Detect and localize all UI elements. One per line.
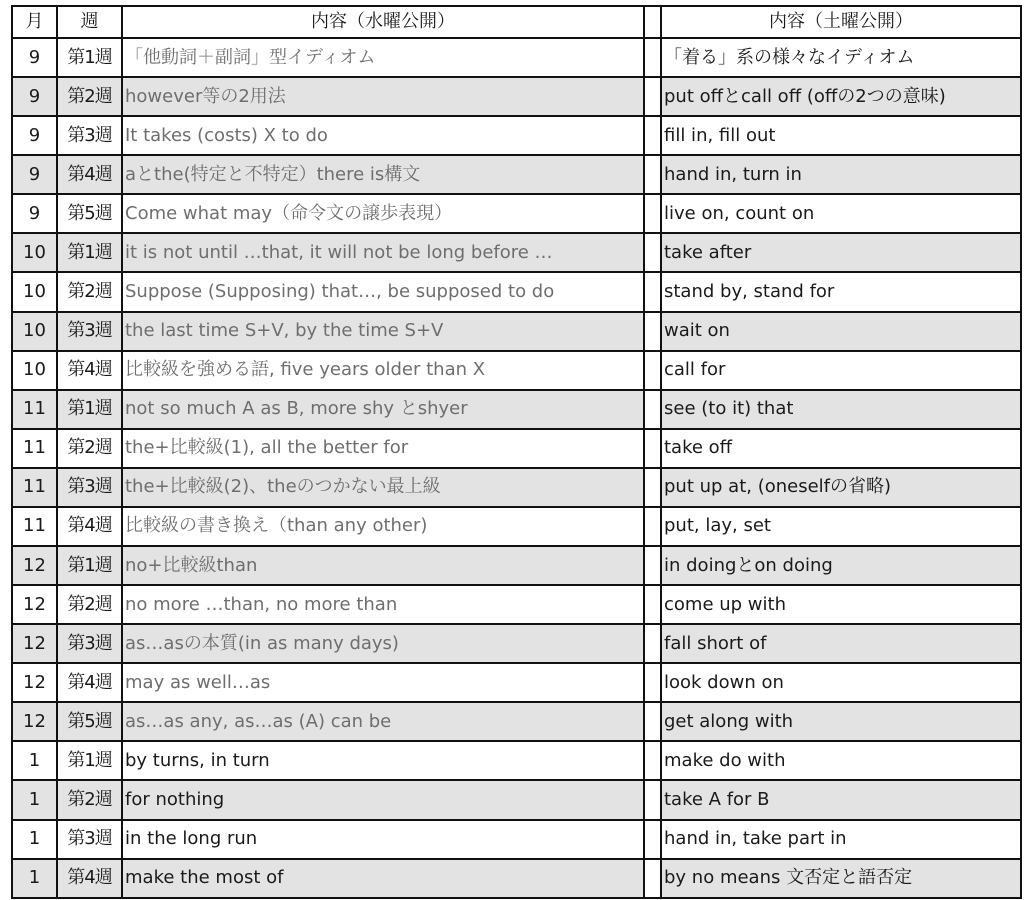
week-cell: 第1週	[57, 546, 122, 585]
week-cell: 第1週	[57, 741, 122, 780]
month-cell: 9	[12, 77, 57, 116]
month-header: 月	[12, 6, 57, 38]
table-row	[12, 390, 1021, 429]
week-cell: 第2週	[57, 585, 122, 624]
saturday-topic-cell: 「着る」系の様々なイディオム	[661, 38, 1021, 77]
saturday-topic-cell: by no means 文否定と語否定	[661, 859, 1021, 898]
table-row	[12, 820, 1021, 859]
column-separator	[644, 546, 661, 585]
saturday-topic-cell: hand in, take part in	[661, 820, 1021, 859]
column-separator	[644, 194, 661, 233]
wednesday-topic-cell: as…asの本質(in as many days)	[122, 624, 644, 663]
month-cell: 1	[12, 741, 57, 780]
wednesday-content-header: 内容（水曜公開）	[122, 6, 644, 38]
saturday-topic-cell: live on, count on	[661, 194, 1021, 233]
table-row	[12, 38, 1021, 77]
month-cell: 11	[12, 390, 57, 429]
saturday-topic-cell: take after	[661, 233, 1021, 272]
week-cell: 第2週	[57, 780, 122, 819]
saturday-topic-cell: put, lay, set	[661, 507, 1021, 546]
wednesday-topic-cell: for nothing	[122, 780, 644, 819]
saturday-topic-cell: fill in, fill out	[661, 116, 1021, 155]
table-row	[12, 272, 1021, 311]
wednesday-topic-cell: It takes (costs) X to do	[122, 116, 644, 155]
wednesday-topic-cell: no more …than, no more than	[122, 585, 644, 624]
week-cell: 第3週	[57, 820, 122, 859]
month-cell: 11	[12, 507, 57, 546]
month-cell: 12	[12, 546, 57, 585]
table-row	[12, 77, 1021, 116]
week-cell: 第4週	[57, 155, 122, 194]
table-row	[12, 624, 1021, 663]
wednesday-topic-cell: in the long run	[122, 820, 644, 859]
month-cell: 9	[12, 38, 57, 77]
month-cell: 12	[12, 702, 57, 741]
week-cell: 第1週	[57, 38, 122, 77]
saturday-topic-cell: take A for B	[661, 780, 1021, 819]
month-cell: 1	[12, 820, 57, 859]
wednesday-topic-cell: 比較級の書き換え（than any other)	[122, 507, 644, 546]
table-row	[12, 116, 1021, 155]
saturday-topic-cell: in doingとon doing	[661, 546, 1021, 585]
wednesday-topic-cell: Come what may（命令文の譲歩表現）	[122, 194, 644, 233]
week-cell: 第1週	[57, 390, 122, 429]
table-row	[12, 194, 1021, 233]
table-row	[12, 351, 1021, 390]
saturday-topic-cell: fall short of	[661, 624, 1021, 663]
saturday-topic-cell: call for	[661, 351, 1021, 390]
wednesday-topic-cell: make the most of	[122, 859, 644, 898]
column-separator	[644, 702, 661, 741]
week-cell: 第2週	[57, 77, 122, 116]
table-row	[12, 429, 1021, 468]
month-cell: 1	[12, 859, 57, 898]
week-cell: 第5週	[57, 702, 122, 741]
saturday-topic-cell: make do with	[661, 741, 1021, 780]
wednesday-topic-cell: 「他動詞＋副詞」型イディオム	[122, 38, 644, 77]
column-separator	[644, 6, 661, 38]
wednesday-topic-cell: not so much A as B, more shy とshyer	[122, 390, 644, 429]
wednesday-topic-cell: it is not until …that, it will not be long before …	[122, 233, 644, 272]
column-separator	[644, 38, 661, 77]
table-row	[12, 780, 1021, 819]
month-cell: 9	[12, 155, 57, 194]
header-row	[12, 6, 1021, 38]
column-separator	[644, 780, 661, 819]
saturday-topic-cell: take off	[661, 429, 1021, 468]
column-separator	[644, 859, 661, 898]
wednesday-topic-cell: the last time S+V, by the time S+V	[122, 312, 644, 351]
column-separator	[644, 77, 661, 116]
month-cell: 9	[12, 194, 57, 233]
column-separator	[644, 468, 661, 507]
column-separator	[644, 585, 661, 624]
table-row	[12, 233, 1021, 272]
wednesday-topic-cell: however等の2用法	[122, 77, 644, 116]
wednesday-topic-cell: as…as any, as…as (A) can be	[122, 702, 644, 741]
month-cell: 11	[12, 468, 57, 507]
column-separator	[644, 741, 661, 780]
saturday-topic-cell: put offとcall off (offの2つの意味)	[661, 77, 1021, 116]
wednesday-topic-cell: may as well…as	[122, 663, 644, 702]
column-separator	[644, 624, 661, 663]
week-cell: 第3週	[57, 312, 122, 351]
month-cell: 1	[12, 780, 57, 819]
column-separator	[644, 272, 661, 311]
wednesday-topic-cell: no+比較級than	[122, 546, 644, 585]
wednesday-topic-cell: by turns, in turn	[122, 741, 644, 780]
table-row	[12, 859, 1021, 898]
month-cell: 12	[12, 624, 57, 663]
week-cell: 第3週	[57, 116, 122, 155]
saturday-topic-cell: see (to it) that	[661, 390, 1021, 429]
column-separator	[644, 351, 661, 390]
week-cell: 第1週	[57, 233, 122, 272]
schedule-body	[12, 38, 1021, 898]
table-row	[12, 468, 1021, 507]
week-cell: 第2週	[57, 272, 122, 311]
column-separator	[644, 155, 661, 194]
wednesday-topic-cell: the+比較級(1), all the better for	[122, 429, 644, 468]
column-separator	[644, 116, 661, 155]
column-separator	[644, 820, 661, 859]
wednesday-topic-cell: aとthe(特定と不特定）there is構文	[122, 155, 644, 194]
table-row	[12, 507, 1021, 546]
month-cell: 12	[12, 585, 57, 624]
table-row	[12, 155, 1021, 194]
column-separator	[644, 507, 661, 546]
saturday-topic-cell: wait on	[661, 312, 1021, 351]
month-cell: 10	[12, 272, 57, 311]
week-cell: 第4週	[57, 507, 122, 546]
wednesday-topic-cell: Suppose (Supposing) that…, be supposed to do	[122, 272, 644, 311]
table-row	[12, 702, 1021, 741]
saturday-topic-cell: get along with	[661, 702, 1021, 741]
saturday-topic-cell: stand by, stand for	[661, 272, 1021, 311]
table-row	[12, 585, 1021, 624]
month-cell: 12	[12, 663, 57, 702]
saturday-topic-cell: put up at, (oneselfの省略)	[661, 468, 1021, 507]
saturday-topic-cell: come up with	[661, 585, 1021, 624]
week-cell: 第4週	[57, 663, 122, 702]
month-cell: 11	[12, 429, 57, 468]
week-cell: 第5週	[57, 194, 122, 233]
week-cell: 第4週	[57, 351, 122, 390]
table-row	[12, 741, 1021, 780]
month-cell: 9	[12, 116, 57, 155]
week-cell: 第3週	[57, 468, 122, 507]
saturday-content-header: 内容（土曜公開）	[661, 6, 1021, 38]
saturday-topic-cell: hand in, turn in	[661, 155, 1021, 194]
week-cell: 第4週	[57, 859, 122, 898]
table-row	[12, 663, 1021, 702]
wednesday-topic-cell: the+比較級(2)、theのつかない最上級	[122, 468, 644, 507]
column-separator	[644, 663, 661, 702]
month-cell: 10	[12, 233, 57, 272]
week-header: 週	[57, 6, 122, 38]
saturday-topic-cell: look down on	[661, 663, 1021, 702]
wednesday-topic-cell: 比較級を強める語, five years older than X	[122, 351, 644, 390]
month-cell: 10	[12, 351, 57, 390]
month-cell: 10	[12, 312, 57, 351]
schedule-table	[11, 5, 1022, 899]
column-separator	[644, 233, 661, 272]
column-separator	[644, 429, 661, 468]
table-row	[12, 312, 1021, 351]
column-separator	[644, 390, 661, 429]
table-row	[12, 546, 1021, 585]
column-separator	[644, 312, 661, 351]
week-cell: 第3週	[57, 624, 122, 663]
week-cell: 第2週	[57, 429, 122, 468]
